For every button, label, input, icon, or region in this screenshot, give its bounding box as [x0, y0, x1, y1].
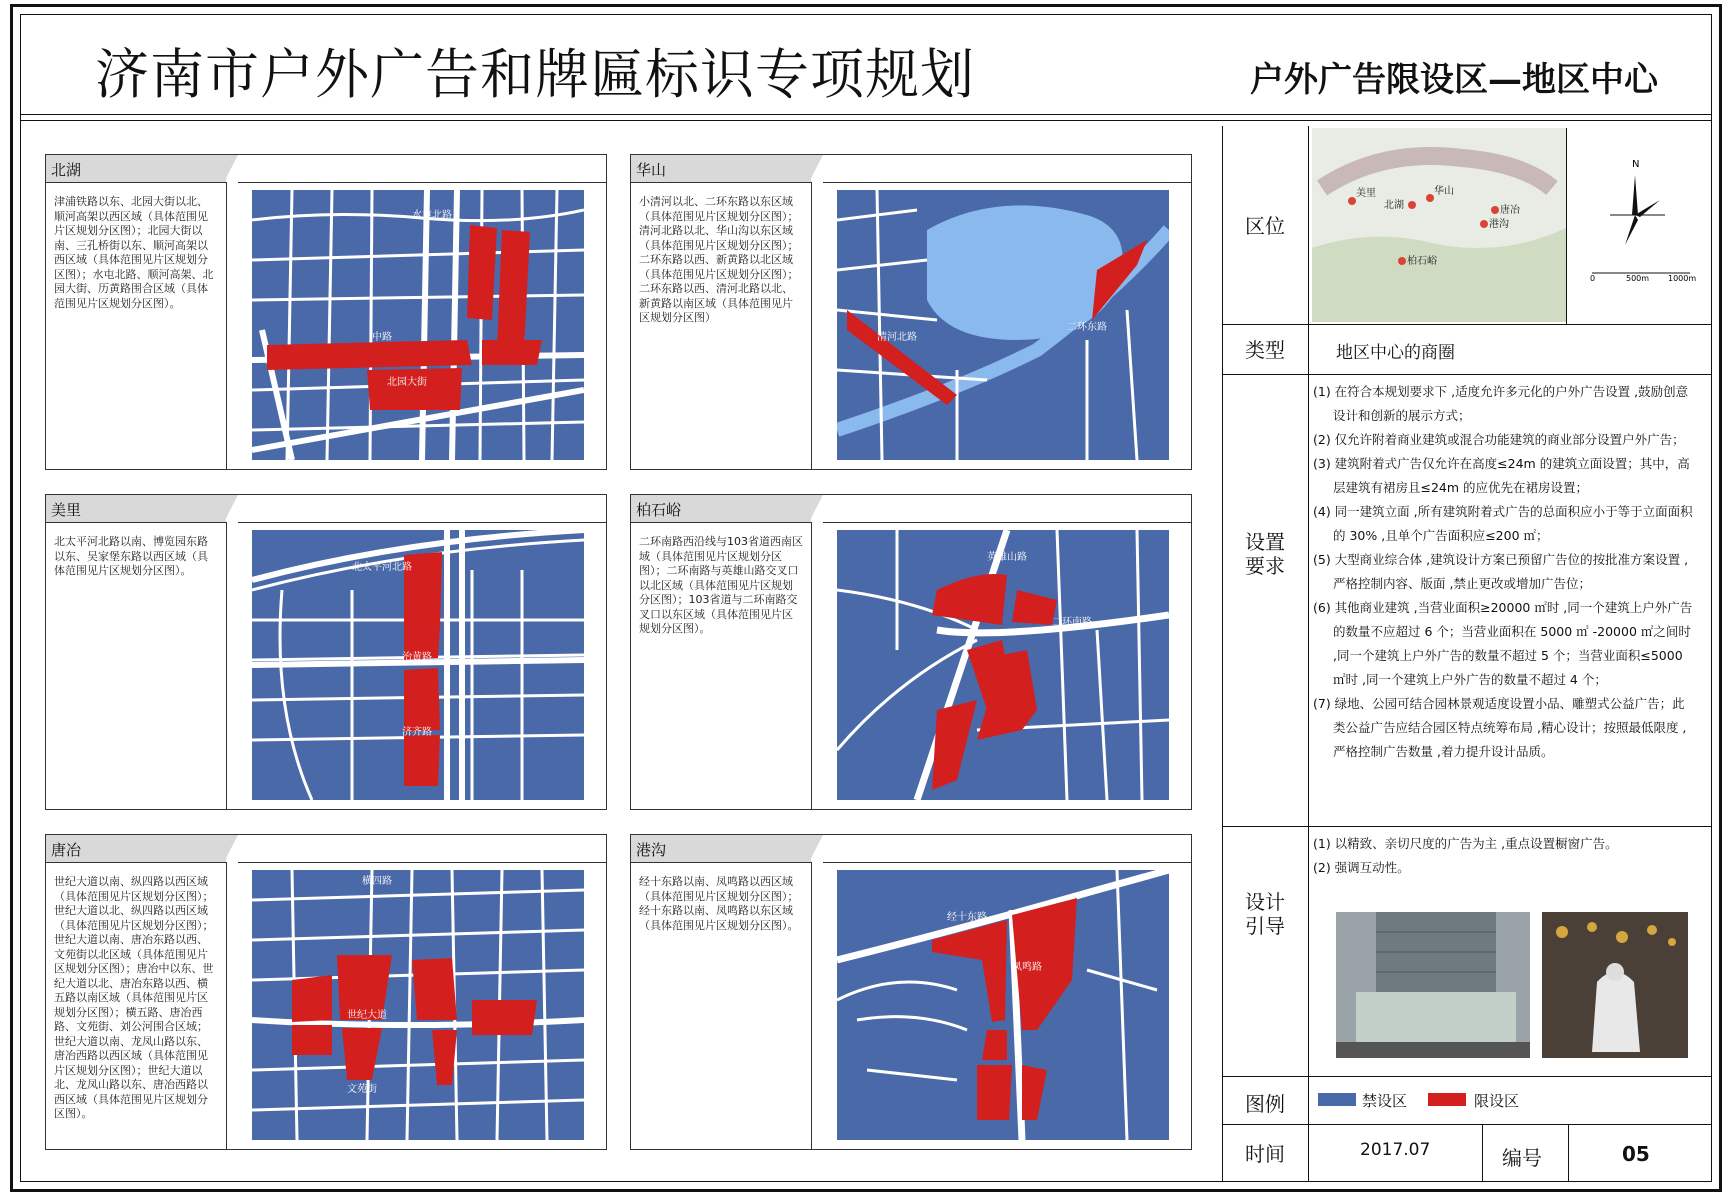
header-rule-2	[20, 120, 1712, 121]
time-value: 2017.07	[1360, 1140, 1431, 1160]
legend-text: 限设区	[1474, 1092, 1520, 1110]
panel-baishiyu	[630, 494, 1192, 810]
panel-title: 港沟	[636, 841, 667, 859]
page-subtitle: 户外广告限设区—地区中心	[1250, 60, 1658, 100]
requirement-item: (4) 同一建筑立面 ,所有建筑附着式广告的总面积应小于等于立面面积的 30% ,且单个广告面积应≤200 ㎡；	[1313, 504, 1693, 543]
legend-swatch-restricted	[1428, 1093, 1466, 1106]
time-label: 时间	[1245, 1142, 1285, 1166]
panel-ganggou	[630, 834, 1192, 1150]
panel-title: 柏石峪	[636, 501, 682, 519]
district-map-ganggou	[837, 870, 1169, 1140]
place-label: 港沟	[1489, 219, 1509, 230]
requirements-label: 设置要求	[1245, 530, 1285, 578]
type-value: 地区中心的商圈	[1336, 343, 1455, 363]
map-road-label: 治黄路	[402, 652, 432, 663]
map-road-label: 北太平河北路	[352, 562, 412, 573]
sidebar-border	[1222, 126, 1223, 1182]
scale-label: 1000m	[1668, 274, 1697, 283]
panel-description: 二环南路西沿线与103省道西南区域（具体范围见片区规划分区图）；二环南路与英雄山路交叉口以北区域（具体范围见片区规划分区图）；103省道与二环南路交叉口以东区域（具体范围见片区规划分区图）。	[639, 535, 803, 635]
panel-title: 华山	[636, 161, 667, 179]
map-road-label: 北园大街	[387, 377, 427, 388]
requirement-item: (3) 建筑附着式广告仅允许在高度≤24m 的建筑立面设置；其中，高层建筑有裙房且≤24m 的应优先在裙房设置；	[1313, 456, 1690, 495]
legend-text: 禁设区	[1362, 1092, 1408, 1110]
district-map-meili	[252, 530, 584, 800]
north-label: N	[1632, 159, 1640, 170]
legend-label: 图例	[1245, 1092, 1285, 1116]
scale-label: 0	[1590, 274, 1596, 283]
requirement-item: (1) 在符合本规划要求下 ,适度允许多元化的户外广告设置 ,鼓励创意设计和创新的展示方式；	[1313, 384, 1689, 423]
panel-title: 美里	[51, 501, 82, 519]
guide-list	[1313, 832, 1618, 880]
panel-title: 北湖	[51, 161, 82, 179]
panel-tangye	[45, 834, 607, 1150]
district-map-baishiyu	[837, 530, 1169, 800]
map-road-label: 济齐路	[402, 727, 432, 738]
map-road-label: 水屯北路	[412, 210, 452, 221]
map-road-label: 经十东路	[947, 912, 987, 923]
place-label: 北湖	[1384, 200, 1404, 211]
place-label: 柏石峪	[1407, 256, 1437, 267]
number-label: 编号	[1502, 1146, 1542, 1170]
requirement-item: (5) 大型商业综合体 ,建筑设计方案已预留广告位的按批准方案设置 ,严格控制内容、版面 ,禁止更改或增加广告位；	[1313, 552, 1689, 591]
map-road-label: 中路	[372, 332, 392, 343]
requirement-item: (6) 其他商业建筑 ,当营业面积≥20000 ㎡时 ,同一个建筑上户外广告的数量不应超过 6 个；当营业面积在 5000 ㎡ -20000 ㎡之间时 ,同一个建筑上户外广告的数量不超过 5 个；当营业面积≤5000 ㎡时 ,同一个建筑上户外广告的数量不超过 4 个；	[1313, 600, 1693, 687]
district-map-beihu	[252, 190, 584, 460]
place-label: 华山	[1434, 186, 1454, 197]
panel-description: 北太平河北路以南、博览园东路以东、吴家堡东路以西区域（具体范围见片区规划分区图）。	[54, 535, 208, 577]
district-map-huashan	[837, 190, 1169, 460]
map-road-label: 世纪大道	[347, 1010, 387, 1021]
map-road-label: 清河北路	[877, 332, 917, 343]
location-map	[1312, 128, 1566, 322]
north-arrow-icon	[1590, 155, 1700, 285]
panel-meili	[45, 494, 607, 810]
panel-description: 小清河以北、二环东路以东区域（具体范围见片区规划分区图）；清河北路以北、华山沟以东区域（具体范围见片区规划分区图）；二环东路以西、新黄路以北区域（具体范围见片区规划分区图）；二环东路以西、清河北路以北、新黄路以南区域（具体范围见片区规划分区图）	[639, 195, 799, 324]
requirements-list	[1313, 380, 1695, 764]
location-label: 区位	[1245, 214, 1285, 238]
type-label: 类型	[1245, 338, 1285, 362]
map-road-label: 文苑街	[347, 1084, 377, 1095]
header-rule	[20, 114, 1712, 115]
district-map-tangye	[252, 870, 584, 1140]
panel-description: 世纪大道以南、纵四路以西区域（具体范围见片区规划分区图）；世纪大道以北、纵四路以西区域（具体范围见片区规划分区图）；世纪大道以南、唐冶东路以西、文苑街以北区域（具体范围见片区规划分区图）；唐冶中以东、世纪大道以北、唐冶东路以西、横五路以南区域（具体范围见片区规划分区图）；横五路、唐冶西路、文苑街、刘公河围合区域；世纪大道以南、龙凤山路以东、唐冶西路以西区域（具体范围见片区规划分区图）；世纪大道以北、龙凤山路以东、唐冶西路以西区域（具体范围见片区规划分区图）。	[54, 875, 214, 1120]
map-road-label: 英雄山路	[987, 552, 1027, 563]
requirement-item: (2) 仅允许附着商业建筑或混合功能建筑的商业部分设置户外广告；	[1313, 432, 1685, 447]
legend-swatch-forbidden	[1318, 1093, 1356, 1106]
panel-description: 经十东路以南、凤鸣路以西区域（具体范围见片区规划分区图）；经十东路以南、凤鸣路以东区域（具体范围见片区规划分区图）。	[639, 875, 799, 932]
place-label: 唐冶	[1500, 205, 1520, 216]
scale-label: 500m	[1626, 274, 1650, 283]
panel-huashan	[630, 154, 1192, 470]
guide-item: (1) 以精致、亲切尺度的广告为主 ,重点设置橱窗广告。	[1313, 836, 1618, 851]
page-title: 济南市户外广告和牌匾标识专项规划	[95, 43, 975, 106]
map-road-label: 横四路	[362, 876, 392, 887]
map-road-label: 二环东路	[1067, 322, 1107, 333]
map-road-label: 凤鸣路	[1012, 962, 1042, 973]
place-label: 美里	[1356, 188, 1376, 199]
requirement-item: (7) 绿地、公园可结合园林景观适度设置小品、雕塑式公益广告；此类公益广告应结合园区特点统筹布局 ,精心设计；按照最低限度 ,严格控制广告数量 ,着力提升设计品质。	[1313, 696, 1687, 759]
window-display-photo	[1542, 912, 1688, 1058]
guide-label: 设计引导	[1245, 890, 1285, 938]
guide-item: (2) 强调互动性。	[1313, 860, 1410, 875]
number-value: 05	[1622, 1142, 1650, 1166]
map-road-label: 二环南路	[1052, 617, 1092, 628]
panel-beihu	[45, 154, 607, 470]
storefront-photo	[1336, 912, 1530, 1058]
panel-description: 津浦铁路以东、北园大街以北、顺河高架以西区域（具体范围见片区规划分区图）；北园大街以南、三孔桥街以东、顺河高架以西区域（具体范围见片区规划分区图）；水屯北路、顺河高架、北园大街、历黄路围合区域（具体范围见片区规划分区图）。	[54, 195, 214, 310]
panel-title: 唐冶	[51, 841, 82, 859]
